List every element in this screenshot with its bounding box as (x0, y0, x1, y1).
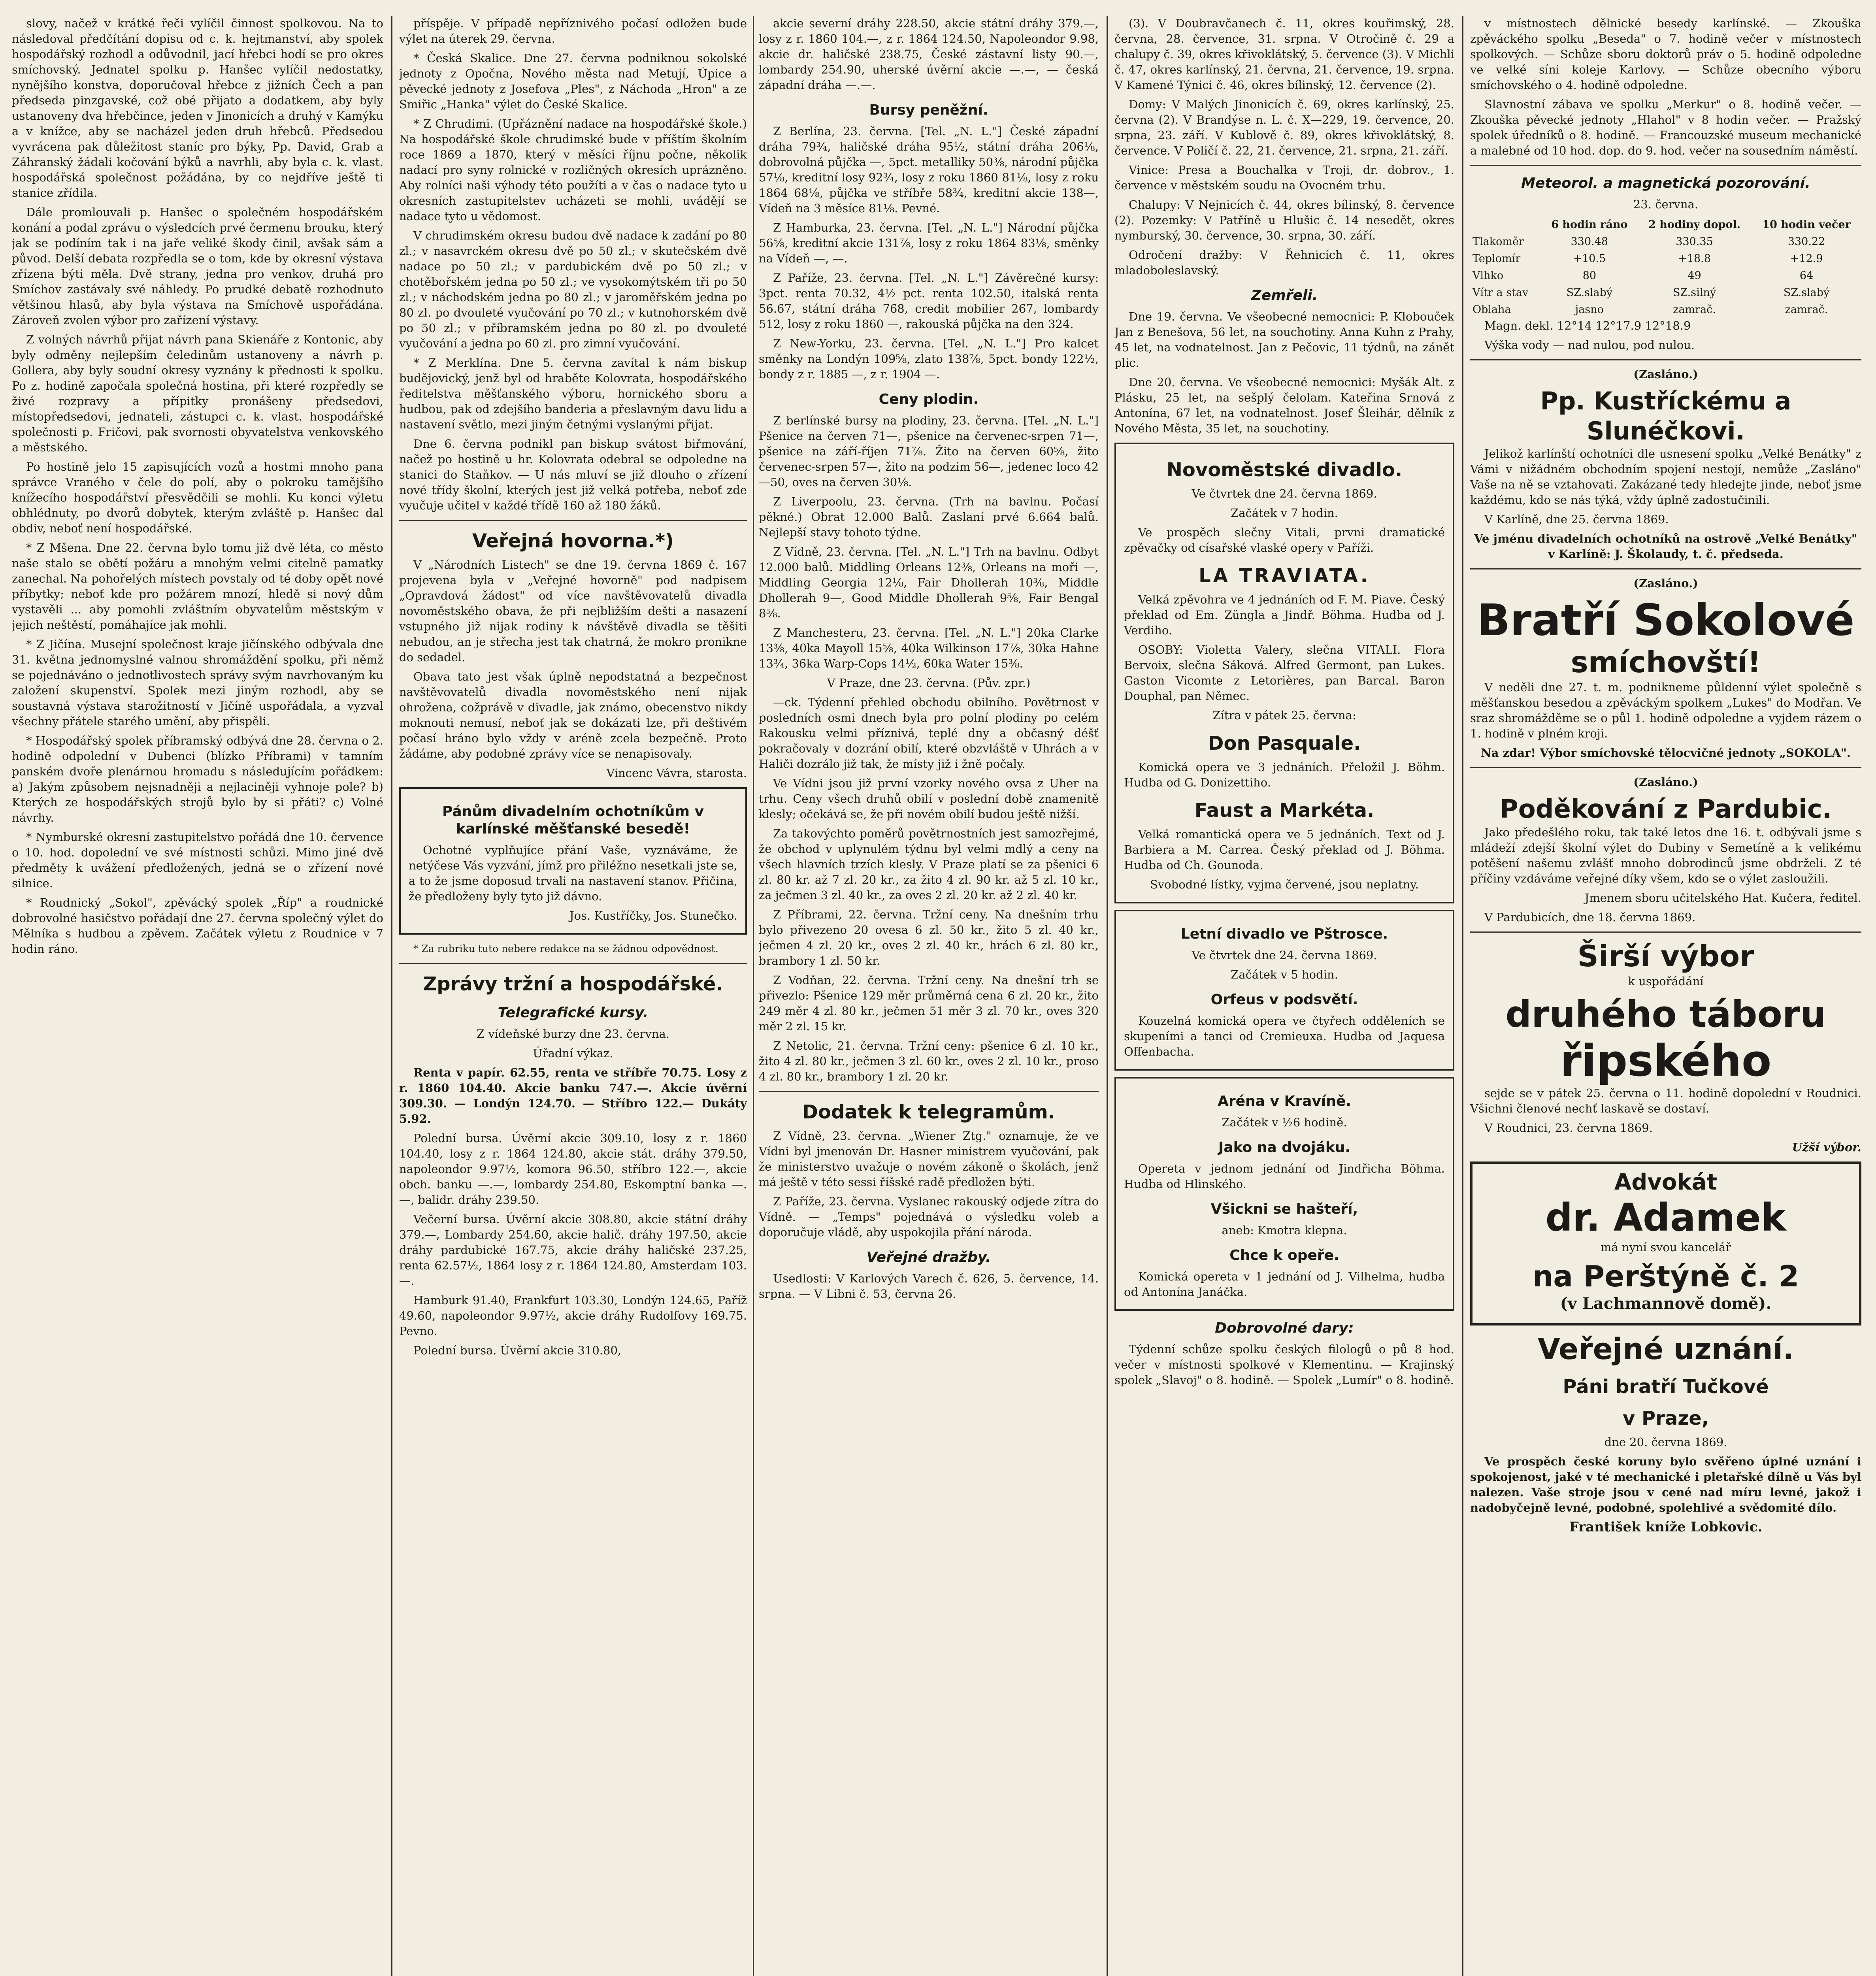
paragraph: Z berlínské bursy na plodiny, 23. června. [Tel. „N. L."] Pšenice na červen 71—, pšenice na červenec-srpen 71—, pšenice na září-říjen 71⅞. Žito na červen 60⅝, žito červenec-srpen 57—, žito na podzim 56—, jedenec loco 42—50, oves na červen 30⅛. (759, 414, 1099, 489)
paragraph: Z New-Yorku, 23. června. [Tel. „N. L."] Pro kalcet směnky na Londýn 109⅝, zlato 138⅞, 5pct. bondy 122½, bondy z r. 1885 —, z r. 1904 —. (759, 337, 1099, 381)
table-cell: 330.48 (1571, 236, 1608, 248)
table-cell: SZ.slabý (1783, 287, 1830, 299)
table-header-row (1470, 216, 1861, 233)
section-title-bursy: Bursy peněžní. (869, 102, 988, 118)
table-cell: jasno (1575, 304, 1604, 316)
divider (1470, 767, 1861, 768)
section-title-economy: Zprávy tržní a hospodářské. (423, 973, 723, 995)
paragraph: Večerní bursa. Úvěrní akcie 308.80, akcie státní dráhy 379.—, Lombardy 254.60, akcie halič. dráhy 197.50, akcie dráhy pardubické 167.75, akcie dráhy haličské 237.25, renta 62.57½, 1864 losy z r. 1864 124.80, Amsterdam 103.—. (399, 1212, 747, 1288)
paragraph: * Nymburské okresní zastupitelstvo pořádá dne 10. července o 10. hod. dopolední ve své místnosti schůzi. Mimo jiné dvě předměty k uvážení předložených, jedná se o zřízení nové silnice. (12, 830, 383, 890)
ad-headline: Veřejné uznání. (1537, 1332, 1794, 1366)
paragraph: V chrudimském okresu budou dvě nadace k zadání po 80 zl.; v nasavrckém okresu dvě po 50 zl.; v skutečském dvě nadace po 50 zl.; v pardubickém dvě po 50 zl.; v chotěbořském jedna po 50 zl.; ve vysokomýtském tři po 50 zl.; v náchodském jedna po 80 zl.; v jaroměřském jedna po 80 zl. po dvouleté vyučování po 70 zl.; v kutnohorském dvě po 50 zl.; v příbramském jedna po 80 zl. po dvouleté vyučování a jedna po 60 zl. pro zimní vyučování. (399, 229, 747, 350)
paragraph: Za takovýchto poměrů povětrnostních jest samozřejmé, že obchod v uplynulém týdnu byl velmi mdlý a ceny na všech hlavních trzích klesly. V Praze platí se za pšenici 6 zl. 80 kr. až 7 zl. 20 kr., za žito 4 zl. 90 kr. až 5 zl. 10 kr., za ječmen 3 zl. 40 kr., za oves 2 zl. 20 kr. až 2 zl. 40 kr. (759, 827, 1099, 902)
ad-headline: na Perštýně č. 2 (1532, 1260, 1799, 1293)
sent-label: (Zasláno.) (1633, 577, 1698, 590)
paragraph: Magn. dekl. 12°14 12°17.9 12°18.9 (1484, 319, 1691, 332)
table-cell: Vlhko (1473, 270, 1504, 282)
theatre-title: Novoměstské divadlo. (1166, 459, 1403, 481)
paragraph: Z Paříže, 23. června. [Tel. „N. L."] Závěrečné kursy: 3pct. renta 70.32, 4½ pct. renta 102.50, italská renta 56.67, státní dráha 768, credit mobilier 267, lombardy 512, losy z roku 1860 —, rakouská půjčka na den 324. (759, 271, 1099, 331)
table-cell: Oblaha (1473, 304, 1511, 316)
table-cell: SZ.slabý (1566, 287, 1613, 299)
paragraph: * Česká Skalice. Dne 27. června podniknou sokolské jednoty z Opočna, Nového města nad Metují, Úpice a pěvecké jednoty z Josefova „Ples", z Náchoda „Hron" a ze Smiřic „Hanka" výlet do České Skalice. (399, 51, 747, 111)
section-title-ceny: Ceny plodin. (879, 391, 979, 407)
column-rule (1462, 16, 1463, 1976)
table-row (1470, 233, 1861, 250)
ad-subheadline: smíchovští! (1571, 645, 1761, 679)
paragraph: Ve Vídni jsou již první vzorky nového ovsa z Uher na trhu. Ceny všech druhů obilí v poslední době znamenitě klesly; očekává se, že při novém obilí budou ještě nižší. (759, 777, 1099, 821)
section-title-dodatek: Dodatek k telegramům. (802, 1101, 1055, 1123)
paragraph: Z Manchesteru, 23. června. [Tel. „N. L."] 20ka Clarke 13⅜, 40ka Mayoll 15⅝, 40ka Wilkinson 17⅞, 30ka Hahne 13¾, 36ka Warp-Cops 14½, 60ka Water 15⅜. (759, 626, 1099, 670)
sent-label: (Zasláno.) (1633, 368, 1698, 381)
paragraph: Týdenní schůze spolku českých filologů o pů 8 hod. večer v místnosti spolkové v Klementinu. — Krajinský spolek „Slavoj" o 8. hodině. — Spolek „Lumír" o 8. hodině. (1114, 1342, 1454, 1387)
table-cell: 330.22 (1787, 236, 1825, 248)
weather-table (1470, 216, 1861, 318)
paragraph: Renta v papír. 62.55, renta ve stříbře 70.75. Losy z r. 1860 104.40. Akcie banku 747.—. Akcie úvěrní 309.30. — Londýn 124.70. — Stříbro 122.— Dukáty 5.92. (399, 1066, 747, 1126)
ad-headline: Pp. Kustříckému a Slunéčkovi. (1540, 387, 1791, 445)
column-header (1470, 216, 1542, 233)
theatre-time: Začátek v 7 hodin. (1231, 506, 1338, 520)
paragraph: Dne 6. června podnikl pan biskup svátost biřmování, načež po hostině u hr. Kolovrata odebral se odpoledne na stanici do Staňkov. — U nás mluví se již dlouho o zřízení nové třídy školní, kterých jest již velká potřeba, neboť zde vyučuje učitel v každé třídě 160 až 180 žáků. (399, 437, 747, 512)
section-title-dary: Dobrovolné dary: (1215, 1320, 1354, 1336)
column-header: 2 hodiny dopol. (1648, 219, 1741, 231)
notice-title: Pánům divadelním ochotníkům v karlínské měšťanské besedě! (442, 803, 704, 837)
column-3 (759, 16, 1099, 1976)
column-rule (391, 16, 392, 1976)
opera-title: LA TRAVIATA. (1199, 565, 1370, 587)
paragraph: Opereta v jednom jednání od Jindřicha Böhma. Hudba od Hlinského. (1124, 1162, 1445, 1191)
table-cell: 64 (1799, 270, 1814, 282)
theatre-title: Letní divadlo ve Pštrosce. (1180, 926, 1388, 942)
ad-box-advokat (1470, 1161, 1861, 1326)
divider (1470, 165, 1861, 166)
divider (399, 963, 747, 964)
section-title-zemreli: Zemřeli. (1251, 287, 1318, 304)
paragraph: Z Hamburka, 23. června. [Tel. „N. L."] Národní půjčka 56⅝, kreditní akcie 131⅞, losy z roku 1864 83⅛, směnky na Vídeň —, —. (759, 221, 1099, 265)
paragraph: Jelikož karlínští ochotníci dle usnesení spolku „Velké Benátky" z Vámi v nižádném obchodním spojení nestojí, nemůže „Zasláno" Vaše na ně se vztahovati. Zakázané tedy hledejte jinde, neboť jsme každému, kdo se nás týká, vždy úplně zadostučinili. (1470, 447, 1861, 507)
dateline: V Praze, dne 23. června. (Pův. zpr.) (827, 676, 1031, 690)
column-1 (12, 16, 383, 1976)
paragraph: Polední bursa. Úvěrní akcie 310.80, (413, 1344, 622, 1357)
ad-headline: Advokát (1614, 1169, 1718, 1195)
table-cell: +10.5 (1573, 253, 1606, 265)
theatre-date: Ve čtvrtek dne 24. června 1869. (1192, 948, 1377, 962)
paragraph: Z volných návrhů přijat návrh pana Skienáře z Kontonic, aby byly odměny nejlepším čeledinům ustanoveny a návrh p. Gollera, aby byly soudní okresy vyznány k přednosti k spolku. Po z. hodině započala společná hostina, při které rozpředly se živé rozpravy a přípitky pronášeny předsedovi, místopředsedovi, jednateli, zástupci c. k. vlast. hospodářské společnosti p. Fričovi, pak svornosti obyvatelstva venkovského a městského. (12, 333, 383, 454)
play-title: Chce k opeře. (1229, 1247, 1339, 1263)
paragraph: (3). V Doubravčanech č. 11, okres kouřimský, 28. června, 28. července, 31. srpna. V Otročině č. 29 a chalupy č. 39, okres křivoklátský, 5. července (3). V Michli č. 47, okres karlínský, 21. června, 21. července, 19. srpna. V Kamené Týnici č. 46, okres bílinský, 12. července (2). (1114, 17, 1454, 92)
paragraph: slovy, načež v krátké řeči vylíčil činnost spolkovou. Na to následoval předčítání dopisu od c. k. hejtmanství, aby spolek hospodářský rozhodl a odůvodnil, jací hřebci hodí se pro okres smíchovský. Jednatel spolku p. Hanšec vylíčil nedostatky, nynějšího konstva, doporučoval hřebce z jižních Čech a pan předseda pinzgavské, což obé přijato a dodatkem, aby byly ustanoveny dva hřebčince, jeden v Jinonicích a druhý v Kamýku a v knížce, aby se nacházel jeden druh hřebců. Předsedou vyvrácena pak důležitost staníc pro býky, Pp. David, Grab a Záhranský žádali kočování býků a navrhli, aby byla c. k. vlast. hospodářská společnost požádána, by co nejdříve ještě ti stanice zřídila. (12, 17, 383, 200)
table-cell: +18.8 (1678, 253, 1711, 265)
paragraph: v místnostech dělnické besedy karlínské. — Zkouška zpěváckého spolku „Beseda" o 7. hodině večer v místnostech spolkových. — Schůze sboru doktorů práv o 5. hodině odpoledne ve velké síni koleje Karlovy. — Schůze obecního výboru smíchovského o 4. hodině odpoledne. (1470, 17, 1861, 92)
theatre-program (1114, 443, 1454, 903)
paragraph: akcie severní dráhy 228.50, akcie státní dráhy 379.—, losy z r. 1860 104.—, z r. 1864 124.50, Napoleondor 9.98, akcie dr. haličské 238.75, České zástavní listy 90.—, lombardy 254.90, uherské úvěrní akcie —.—, — česká západní dráha —.—. (759, 17, 1099, 92)
paragraph: Z Vídně, 23. června. [Tel. „N. L."] Trh na bavlnu. Odbyt 12.000 balů. Middling Orleans 12⅜, Orleans na moři —, Middling Georgia 12⅛, Fair Dhollerah 10⅜, Middle Dhollerah 9—, Good Middle Dhollerah 9⅝, Fair Bengal 8⅝. (759, 545, 1099, 620)
paragraph: Dne 20. června. Ve všeobecné nemocnici: Myšák Alt. z Plásku, 25 let, na sešplý čelolam. Kateřina Srnová z Antonína, 67 let, na vodnatelnost. Josef Šleihár, dělník z Nového Města, 35 let, na souchotiny. (1114, 375, 1454, 435)
play-title: Jako na dvojáku. (1218, 1139, 1351, 1156)
column-rule (753, 16, 754, 1976)
table-cell: 330.35 (1676, 236, 1713, 248)
table-row (1470, 284, 1861, 301)
table-cell: Teplomír (1473, 253, 1521, 265)
play-subtitle: aneb: Kmotra klepna. (1222, 1224, 1347, 1237)
ad-headline: druhého táboru (1505, 993, 1826, 1035)
sent-label: (Zasláno.) (1633, 775, 1698, 789)
paragraph: Z Vídně, 23. června. „Wiener Ztg." oznamuje, že ve Vídni byl jmenován Dr. Hasner ministrem vyučování, pak že ministerstvo uvažuje o novém zákoně o školách, jenž má ještě v této sessi říšské radě předložen býti. (759, 1129, 1099, 1189)
section-title-meteo: Meteorol. a magnetická pozorování. (1521, 175, 1810, 191)
paragraph: Velká romantická opera ve 5 jednáních. Text od J. Barbiera a M. Carrea. Český překlad od J. Böhma. Hudba od Ch. Gounoda. (1124, 828, 1445, 872)
paragraph: Z Příbrami, 22. června. Tržní ceny. Na dnešním trhu bylo přivezeno 20 ovesa 6 zl. 50 kr., žito 5 zl. 40 kr., ječmen 4 zl. 20 kr., oves 2 zl. 40 kr., hrách 6 zl. 80 kr., brambory 1 zl. 50 kr. (759, 908, 1099, 967)
theatre-time: Začátek v ½6 hodině. (1222, 1116, 1347, 1129)
column-rule (1107, 16, 1108, 1976)
play-title: Orfeus v podsvětí. (1210, 992, 1358, 1008)
paragraph: V Roudnici, 23. června 1869. (1484, 1121, 1653, 1135)
ad-line: (v Lachmannově domě). (1560, 1294, 1772, 1313)
paragraph: Domy: V Malých Jinonicích č. 69, okres karlínský, 25. června (2). V Brandýse n. L. č. X—229, 19. července, 20. srpna, 23. září. V Kublově č. 89, okres křivoklátský, 8. července. V Poličí č. 22, 21. července, 21. srpna, 21. září. (1114, 98, 1454, 157)
signature: Na zdar! Výbor smíchovské tělocvičné jednoty „SOKOLA". (1481, 746, 1851, 760)
paragraph: Ve prospěch české koruny bylo svěřeno úplné uznání i spokojenost, jaké v té mechanické i pletařské dílně u Vás byl nalezen. Vaše stroje jsou v cené nad míru levné, jakož i nadobyčejně levné, podobné, spolehlivé a svědomité dílo. (1470, 1455, 1861, 1514)
ad-headline: dr. Adamek (1545, 1195, 1786, 1240)
paragraph: příspěje. V případě nepříznivého počasí odložen bude výlet na úterek 29. června. (399, 17, 747, 45)
dateline: Z vídeňské burzy dne 23. června. (476, 1027, 670, 1041)
paragraph: Odročení dražby: V Řehnicích č. 11, okres mladoboleslavský. (1114, 248, 1454, 277)
theatre-date: Ve čtvrtek dne 24. června 1869. (1192, 487, 1377, 500)
paragraph: * Z Merklína. Dne 5. června zavítal k nám biskup budějovický, jenž byl od hraběte Kolovrata, hospodářského ředitelstva měšťanského výboru, hornického sboru a hudbou, pak od zdejšího banderia a přeslavným davu lidu a nastavení světlo, mezi jiným četnými vyslanými přijat. (399, 356, 747, 431)
footnote: * Za rubriku tuto nebere redakce na se žádnou odpovědnost. (413, 943, 718, 954)
ad-subheadline: v Praze, (1623, 1407, 1709, 1429)
opera-title: Don Pasquale. (1208, 732, 1361, 754)
theatre-title: Aréna v Kravíně. (1218, 1093, 1351, 1109)
paragraph: V Karlíně, dne 25. června 1869. (1484, 513, 1669, 526)
opera-title: Faust a Markéta. (1194, 799, 1374, 822)
paragraph: Z Berlína, 23. června. [Tel. „N. L."] České západní dráha 79¾, haličské dráha 95½, státní dráha 206⅛, dobrovolná půjčka —, 5pct. metalliky 50⅜, národní půjčka 57⅛, kreditní losy 92¾, losy z roku 1860 81⅛, losy z roku 1864 68⅛, půjčka ve stříbře 58¾, kreditní akcie 138—, Vídeň na 3 měsíce 81⅛. Pevné. (759, 124, 1099, 215)
signature: Ve jménu divadelních ochotníků na ostrově „Velké Benátky" v Karlíně: J. Školaudy, t. č. předseda. (1474, 532, 1857, 561)
paragraph: Po hostině jelo 15 zapisujících vozů a hostmi mnoho pana správce Vraného v čele do polí, aby o pokroku tamějšího knížecího hospodářství přesvědčili se mohli. Ku konci výletu obhlédnuty, po dvorů dobytek, kterým zvláště p. Hanšec dal obdiv, neboť není hospodářské. (12, 460, 383, 535)
dateline: 23. června. (1633, 198, 1699, 211)
paragraph: Velká zpěvohra ve 4 jednáních od F. M. Piave. Český překlad od Em. Züngla a Jindř. Böhma. Hudba od J. Verdiho. (1124, 593, 1445, 637)
ad-headline: řipského (1560, 1035, 1772, 1086)
paragraph: * Z Jičína. Musejní společnost kraje jičínského odbývala dne 31. května jednomyslné valnou shromáždění spolku, při němž se pojednáváno o jednotlivostech správy svým navrhovaným ku založení skupenství. Spolek mezi jiným rozhodl, aby se soustavná výstava starožitností v Jičíně uspořádala, a vyzval všechny přátele starého umění, aby přispěli. (12, 637, 383, 728)
table-row (1470, 250, 1861, 267)
divider (1470, 568, 1861, 569)
divider (1470, 359, 1861, 360)
column-5 (1470, 16, 1861, 1976)
paragraph: V „Národních Listech" se dne 19. června 1869 č. 167 projevena byla v „Veřejné hovorně" pod nadpisem „Opravdová žádost" od více navštěvovatelů divadla novoměstského obava, že při nejbližším dešti a nasazení vstupného již nijak rodiny k návštěvě divadla se těšiti nebudou, an je střecha jest tak chatrná, že mokro pronikne do sedadel. (399, 558, 747, 664)
table-cell: 49 (1687, 270, 1701, 282)
paragraph: * Z Mšena. Dne 22. června bylo tomu již dvě léta, co město naše stalo se obětí požáru a mnohým velmi citelně pamatky zanechal. Na pohořelých místech povstaly od té doby opět nové příbytky; neboť kde pro požárem mnozí, hledě si nový dům vystavěli ... aby pomohli zvláštním obyvatelům městským v jejich neštěstí, pomáhajíce jak mohli. (12, 541, 383, 632)
ad-headline: Širší výbor (1577, 939, 1754, 973)
paragraph: Vinice: Presa a Bouchalka v Troji, dr. dobrov., 1. července v městském soudu na Ovocném trhu. (1114, 163, 1454, 192)
paragraph: Z Netolic, 21. června. Tržní ceny: pšenice 6 zl. 10 kr., žito 4 zl. 80 kr., ječmen 3 zl. 60 kr., oves 2 zl. 10 kr., proso 4 zl. 80 kr., brambory 1 zl. 20 kr. (759, 1039, 1099, 1083)
paragraph: Jako předešlého roku, tak také letos dne 16. t. odbývali jsme s mládeží zdejší školní výlet do Dubiny v Semetíně a k velikému potěšení našemu zvlášť mnoho dobrodinců jsme obdrželi. Z té příčiny vzdáváme veřejné díky všem, kdo se o výlet zasloužili. (1470, 826, 1861, 885)
theatre-time: Začátek v 5 hodin. (1231, 968, 1338, 981)
ad-line: má nyní svou kancelář (1600, 1241, 1731, 1254)
ad-headline: Poděkování z Pardubic. (1499, 795, 1832, 824)
signature: František kníže Lobkovic. (1569, 1519, 1763, 1535)
paragraph: Ve prospěch slečny Vitali, prvni dramatické zpěvačky od císařské vlaské opery v Paříži. (1124, 526, 1445, 554)
signature: Užší výbor. (1792, 1141, 1861, 1154)
paragraph: Slavnostní zábava ve spolku „Merkur" o 8. hodině večer. — Zkouška pěvecké jednoty „Hlahol" v 8 hodin večer. — Pražský spolek úředníků o 8. hodině. — Francouzské museum mechanické a malebné od 10 hod. dop. do 9. hod. večer na sousedním náměstí. (1470, 98, 1861, 157)
paragraph: V neděli dne 27. t. m. podnikneme půldenní výlet společně s měšťanskou besedou a zpěváckým spolkem „Lukes" do Modřan. Ve sraz shromážděme se o půl 1. hodině odpoledne a vyjdem rázem o 1. hodině v plném kroji. (1470, 681, 1861, 740)
paragraph: Komická opereta v 1 jednání od J. Vilhelma, hudba od Antonína Janáčka. (1124, 1270, 1445, 1299)
column-2 (399, 16, 747, 1976)
table-cell: 80 (1582, 270, 1597, 282)
table-row (1470, 267, 1861, 284)
paragraph: Dne 19. června. Ve všeobecné nemocnici: P. Klobouček Jan z Benešova, 56 let, na souchotiny. Anna Kuhn z Prahy, 45 let, na vodnatelnost. Jan z Pečovic, 11 týdnů, na zánět plic. (1114, 310, 1454, 370)
subsection-title: Telegrafické kursy. (498, 1005, 649, 1021)
paragraph: * Hospodářský spolek příbramský odbývá dne 28. června o 2. hodině odpolední v Dubenci (blízko Příbrami) v tamním panském dvoře plenárnou hromadu s následujícím pořádkem: a) Jakým způsobem nejsnadněji a nejlaciněji vyhnoje pole? b) Kterých ze hospodářských strojů bylo by si přáti? c) Volné návrhy. (12, 734, 383, 824)
dateline: Úřadní výkaz. (533, 1046, 613, 1060)
table-cell: SZ.silný (1673, 287, 1716, 299)
paragraph: Z Liverpoolu, 23. června. (Trh na bavlnu. Počasí pěkné.) Obrat 12.000 Balů. Zaslaní prvé 6.664 balů. Nejlepší stavy tohoto týdne. (759, 495, 1099, 539)
ad-line: k uspořádání (1628, 975, 1704, 988)
signature: Jos. Kustříčky, Jos. Stunečko. (569, 909, 737, 922)
divider (759, 1091, 1099, 1092)
section-title-drazby: Veřejné dražby. (866, 1249, 991, 1265)
theatre-note: Svobodné lístky, vyjma červené, jsou neplatny. (1150, 878, 1419, 891)
paragraph: Dále promlouvali p. Hanšec o společném hospodářském konání a podal zprávu o výsledcích prvé čermenu brouku, který jak se podíním tak i na jaře veliké škody činil, avšak sám a původ. Delší debata rozpředla se o tom, kde by okresní výstava zřízena býti měla. Dvě strany, jedna pro venkov, druhá pro Smíchov zastávaly své náhledy. Po prudké debatě rozhodnuto většinou hlasů, aby byla výstava na Smíchově uspořádána. Zároveň zvolen výbor pro zařízení výstavy. (12, 206, 383, 327)
paragraph: OSOBY: Violetta Valery, slečna VITALI. Flora Bervoix, slečna Sáková. Alfred Germont, pan Lukes. Gaston Vicomte z Letorières, pan Barcal. Baron Douphal, pan Němec. (1124, 643, 1445, 703)
paragraph: Polední bursa. Úvěrní akcie 309.10, losy z r. 1860 104.40, losy z r. 1864 124.80, akcie stát. dráhy 379.50, napoleondor 9.97½, komora 96.50, stříbro 122.—, akcie obch. banku —.—, lombardy 254.80, Eskomptní banka —.—, balidr. dráhy 239.50. (399, 1131, 747, 1207)
paragraph: Komická opera ve 3 jednáních. Přeložil J. Böhm. Hudba od G. Donizettiho. (1124, 760, 1445, 789)
paragraph: Z Paříže, 23. června. Vyslanec rakouský odjede zítra do Vídně. — „Temps" pojednává o výsledku voleb a doporučuje vládě, aby uspokojila přání národa. (759, 1195, 1099, 1239)
ad-headline: Bratří Sokolové (1477, 595, 1855, 645)
theatre-program (1114, 910, 1454, 1071)
paragraph: sejde se v pátek 25. června o 11. hodině dopolední v Roudnici. Všichni členové nechť laskavě se dostaví. (1470, 1086, 1861, 1115)
paragraph: —ck. Týdenní přehled obchodu obilního. Povětrnost v posledních osmi dnech byla pro polní plodiny po celém Rakousku velmi příznivá, teplé dny a občasný déšť pokračovaly v dozrání obilí, které obzvláště v Uhrách a v Haliči dozrálo již tak, že místy již i žně počaly. (759, 696, 1099, 771)
paragraph: Hamburk 91.40, Frankfurt 103.30, Londýn 124.65, Paříž 49.60, napoleondor 9.97½, akcie dráhy Rudolfovy 169.75. Pevno. (399, 1293, 747, 1338)
signature: Jmenem sboru učitelského Hat. Kučera, ředitel. (1584, 891, 1861, 905)
paragraph: * Z Chrudimi. (Upřáznění nadace na hospodářské škole.) Na hospodářské škole chrudimské bude v příštím školním roce 1869 a 1870, který v měsíci říjnu počne, několik nadací pro syny rolnické v rozličných okresích uprázněno. Aby rolníci naši výhody této použíti a v čas o nadace tyto u okresních zastupitelstev ucházeti se mohli, uvádějí se nadace tyto u vědomost. (399, 117, 747, 223)
signature: Vincenc Vávra, starosta. (606, 766, 747, 780)
paragraph: V Pardubicích, dne 18. června 1869. (1484, 911, 1696, 924)
play-title: Všickni se hašteří, (1210, 1201, 1358, 1217)
paragraph: * Roudnický „Sokol", zpěvácký spolek „Říp" a roudnické dobrovolné hasičstvo pořádají dne 27. června společný výlet do Mělníka s hudbou a zpěvem. Začátek výletu z Roudnice v 7 hodin ráno. (12, 896, 383, 956)
paragraph: Ochotné vyplňujíce přání Vaše, vyznáváme, že netýčese Vás vyzvání, jímž pro přiléžno nesetkali jste se, a to že jsme doposud trvali na nastavení stanov. Přičina, že předloženy byly tyto již dávno. (409, 843, 737, 903)
column-header: 10 hodin večer (1762, 219, 1851, 231)
table-cell: +12.9 (1790, 253, 1823, 265)
paragraph: Chalupy: V Nejnicích č. 44, okres bílinský, 8. července (2). Pozemky: V Patříně u Hlušic č. 14 nesedět, okres nymburský, 30. července, 30. srpna, 30. září. (1114, 198, 1454, 242)
table-cell: zamrač. (1673, 304, 1716, 316)
paragraph: Z Vodňan, 22. června. Tržní ceny. Na dnešní trh se přivezlo: Pšenice 129 měr průměrná cena 6 zl. 20 kr., žito 249 měr 4 zl. 80 kr., ječmen 51 měr 3 zl. 70 kr., oves 320 měr 2 zl. 15 kr. (759, 973, 1099, 1033)
divider (1470, 931, 1861, 933)
column-4 (1114, 16, 1454, 1976)
theatre-note: Zítra v pátek 25. června: (1212, 709, 1356, 722)
table-row (1470, 301, 1861, 318)
column-header: 6 hodin ráno (1551, 219, 1628, 231)
dateline: dne 20. června 1869. (1604, 1435, 1727, 1449)
section-title-verejna-hovorna: Veřejná hovorna.*) (472, 530, 674, 552)
table-cell: Tlakoměr (1473, 236, 1524, 248)
ad-subheadline: Páni bratří Tučkové (1563, 1376, 1769, 1398)
table-cell: Vítr a stav (1473, 287, 1529, 299)
theatre-program (1114, 1077, 1454, 1311)
table-cell: zamrač. (1785, 304, 1828, 316)
paragraph: Obava tato jest však úplně nepodstatná a bezpečnost navštěvovatelů divadla novoměstského není nijak ohrožena, cožprávě v divadle, jak známo, obecenstvo nikdy moknouti nemusí, neboť jak se dokázati lze, při deštivém počasí hráno bylo vždy v aréně zcela bezpečně. Proto žádáme, aby podobné zprávy více se nenapisovaly. (399, 670, 747, 760)
notice-box (399, 787, 747, 935)
paragraph: Výška vody — nad nulou, pod nulou. (1484, 338, 1695, 352)
paragraph: Kouzelná komická opera ve čtyřech odděleních se skupeními a tanci od Cremieuxa. Hudba od Jaquesa Offenbacha. (1124, 1014, 1445, 1058)
divider (399, 520, 747, 521)
paragraph: Usedlosti: V Karlových Varech č. 626, 5. července, 14. srpna. — V Libni č. 53, června 26. (759, 1272, 1099, 1301)
